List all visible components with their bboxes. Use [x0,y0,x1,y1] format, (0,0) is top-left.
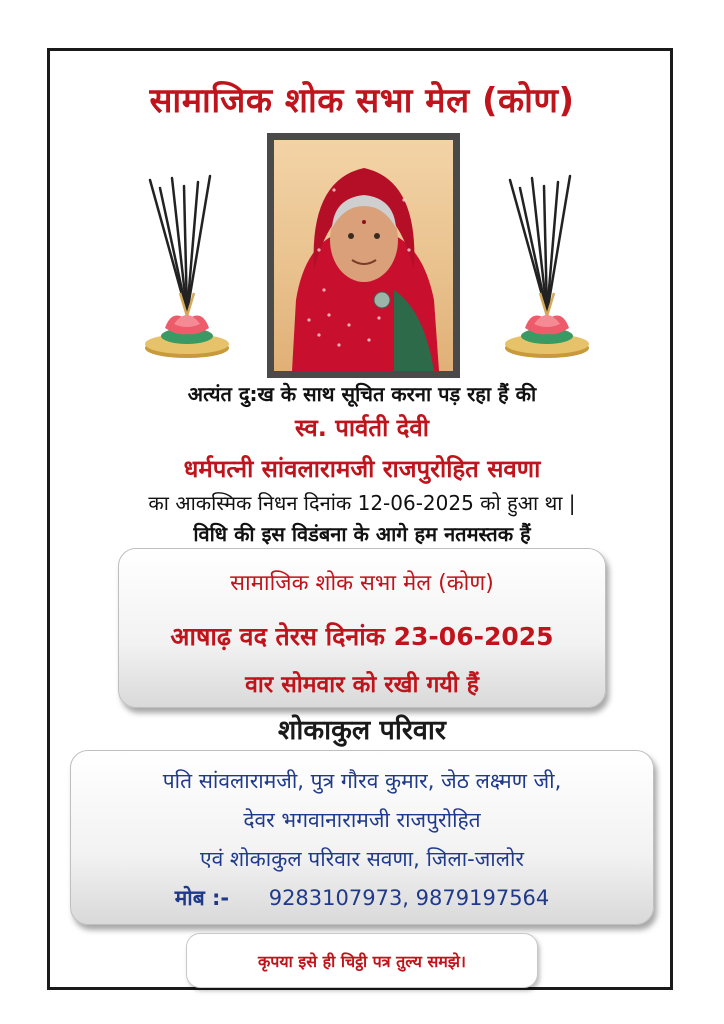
incense-right-icon [492,168,602,368]
portrait-frame [267,133,460,378]
announcement-intro: अत्यंत दु:ख के साथ सूचित करना पड़ रहा हैं की [187,382,537,406]
spouse-line: धर्मपत्नी सांवलारामजी राजपुरोहित सवणा [183,455,541,483]
footer-note: कृपया इसे ही चिट्ठी पत्र तुल्य समझे। [186,933,538,988]
deceased-name: स्व. पार्वती देवी [295,414,429,442]
family-line-2: देवर भगवानारामजी राजपुरोहित [243,808,481,832]
mobile-numbers: 9283107973, 9879197564 [268,886,550,910]
meeting-title: सामाजिक शोक सभा मेल (कोण) [230,571,494,596]
family-details-box [70,750,654,925]
mobile-label: मोब :- [174,886,230,910]
meeting-date: आषाढ़ वद तेरस दिनांक 23-06-2025 [170,622,554,651]
condolence-line: विधि की इस विडंबना के आगे हम नतमस्तक हैं [193,522,531,546]
meeting-day: वार सोमवार को रखी गयी हैं [245,672,479,698]
portrait-photo [274,140,453,371]
page-title: सामाजिक शोक सभा मेल (कोण) [149,81,575,121]
mobile-row [71,884,653,912]
incense-left-icon [132,168,242,368]
portrait-illustration [274,140,453,371]
family-heading: शोकाकुल परिवार [278,715,446,746]
death-date-line: का आकस्मिक निधन दिनांक 12-06-2025 को हुआ था | [148,491,576,515]
family-line-1: पति सांवलारामजी, पुत्र गौरव कुमार, जेठ लक्ष्मण जी, [162,769,562,793]
family-line-3: एवं शोकाकुल परिवार सवणा, जिला-जालोर [199,847,525,871]
meeting-details-box [118,548,606,708]
